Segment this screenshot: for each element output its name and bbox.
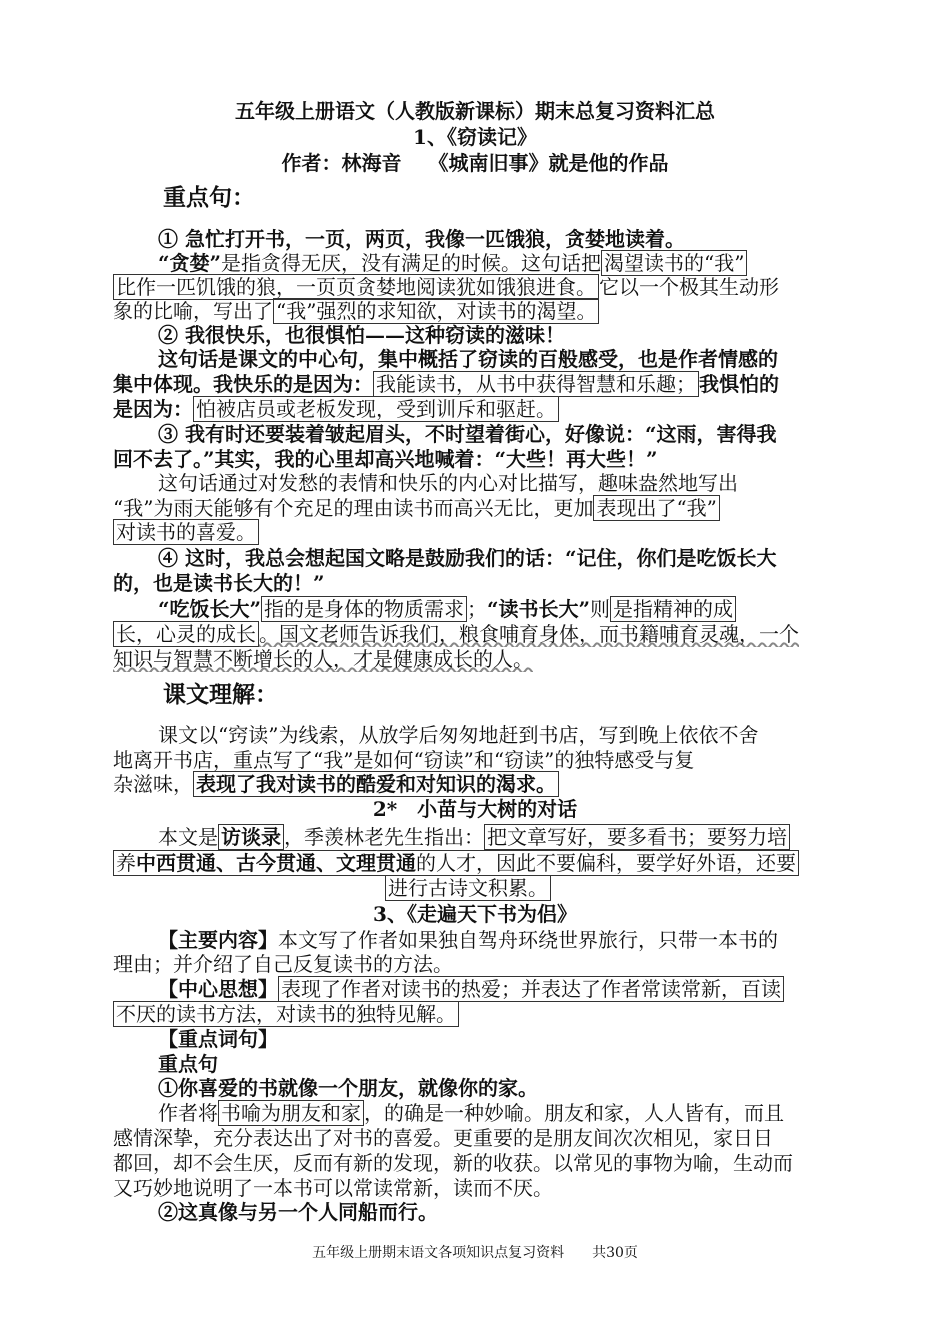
boxed-text: 怕被店员或老板发现，受到训斥和驱赶。 [193, 396, 559, 422]
paragraph-line [113, 621, 837, 647]
key-sentence: 的，也是读书长大的！” [113, 571, 325, 595]
boxed-text: 把文章写好，要多看书；要努力培 [484, 824, 790, 850]
paragraph-line [113, 771, 837, 797]
paragraph-line [113, 371, 837, 397]
key-sentence: ① 急忙打开书，一页，两页，我像一匹饿狼，贪婪地读着。 [158, 227, 685, 251]
label: 【重点词句】 [158, 1027, 278, 1051]
paragraph-line [158, 976, 838, 1002]
paragraph-line: 都回，却不会生厌，反而有新的发现，新的收获。以常见的事物为喻，生动而 [113, 1151, 793, 1175]
text-run: 集中体现。我快乐的是因为： [113, 372, 373, 396]
boxed-text [113, 850, 416, 876]
boxed-text: 长，心灵的成长 [113, 621, 259, 647]
text-run: 本文写了作者如果独自驾舟环绕世界旅行，只带一本书的 [278, 928, 778, 952]
lesson-title: 1、《窃读记》 [413, 125, 537, 149]
boxed-text: 的人才，因此不要偏科，要学好外语，还要 [416, 850, 799, 876]
text-run: ，季羡林老先生指出： [284, 825, 484, 849]
text-run: 则 [590, 597, 611, 621]
boxed-text: 不厌的读书方法，对读书的独特见解。 [113, 1001, 459, 1027]
section-heading: 重点句： [163, 184, 255, 211]
label: 【中心思想】 [158, 977, 278, 1001]
text-run: 我惧怕的 [699, 372, 779, 396]
paragraph-line [158, 927, 838, 953]
boxed-text: 进行古诗文积累。 [385, 875, 551, 901]
boxed-text: 对读书的喜爱。 [113, 519, 259, 545]
boxed-text: 渴望读书的“我” [601, 250, 747, 276]
boxed-text: 指的是身体的物质需求 [261, 596, 467, 622]
paragraph-line [158, 596, 838, 622]
text-run: 是因为： [113, 397, 193, 421]
paragraph-line [113, 1001, 837, 1027]
boxed-text: 是指精神的成 [610, 596, 736, 622]
text-run: 它以一个极其生动形 [599, 275, 779, 299]
text-run: 杂滋味， [113, 772, 193, 796]
bold-text: 中西贯通、古今贯通、文理贯通 [136, 851, 416, 875]
key-sentence: ①你喜爱的书就像一个朋友，就像你的家。 [158, 1076, 538, 1100]
term: “吃饭长大” [158, 597, 262, 621]
underlined-text: 知识与智慧不断增长的人，才是健康成长的人。 [113, 647, 533, 671]
paragraph-line [113, 298, 837, 324]
paragraph-line [158, 1100, 838, 1126]
paragraph-line: 这句话是课文的中心句，集中概括了窃读的百般感受，也是作者情感的 [158, 347, 778, 371]
key-sentence: ④ 这时，我总会想起国文略是鼓励我们的话：“记住，你们是吃饭长大 [158, 546, 777, 570]
paragraph-line [113, 646, 837, 672]
boxed-text: 表现出了“我” [593, 495, 719, 521]
paragraph-line: 课文以“窍读”为线索，从放学后匆匆地赶到书店，写到晚上依依不舍 [158, 723, 759, 747]
key-sentence: ② 我很快乐，也很惧怕——这种窃读的滋味！ [158, 323, 565, 347]
paragraph-line [158, 824, 838, 850]
text-run: ，的确是一种妙喻。朋友和家，人人皆有，而且 [364, 1101, 784, 1125]
paragraph-line [113, 495, 837, 521]
underlined-text: 。国文老师告诉我们，粮食哺育身体，而书籍哺育灵魂，一个 [259, 622, 799, 646]
boxed-text: 表现了我对读书的酷爱和对知识的渴求。 [193, 771, 559, 797]
text-run: 养 [116, 851, 136, 875]
paragraph-line [113, 850, 837, 876]
key-sentence: 回不去了。”其实，我的心里却高兴地喊着：“大些！再大些！” [113, 447, 658, 471]
text-run: 本文是 [158, 825, 218, 849]
author-line: 作者：林海音 《城南旧事》就是他的作品 [281, 151, 669, 175]
key-sentence: ③ 我有时还要装着皱起眉头，不时望着街心，好像说：“这雨，害得我 [158, 422, 777, 446]
text-run: 是指贪得无厌，没有满足的时候。这句话把 [221, 251, 602, 275]
section-heading: 课文理解： [163, 681, 278, 708]
boxed-text: 书喻为朋友和家 [218, 1100, 364, 1126]
boxed-text: 比作一匹饥饿的狼，一页页贪婪地阅读犹如饿狼进食。 [113, 274, 599, 300]
term: “读书长大” [487, 597, 591, 621]
paragraph-line [113, 274, 837, 300]
text-run: 作者将 [158, 1101, 218, 1125]
paragraph-line: 这句话通过对发愁的表情和快乐的内心对比描写，趣味盎然地写出 [158, 471, 738, 495]
paragraph-line [385, 875, 685, 901]
boxed-text: “我”强烈的求知欲，对读书的渴望。 [273, 298, 599, 324]
paragraph-line: 感情深挚，充分表达出了对书的喜爱。更重要的是朋友间次次相见，家日日 [113, 1126, 773, 1150]
text-run: 象的比喻，写出了 [113, 299, 273, 323]
paragraph-line [113, 396, 837, 422]
paragraph-line [113, 519, 837, 545]
page-footer: 五年级上册期末语文各项知识点复习资料 共30页 [312, 1245, 638, 1261]
sub-heading: 重点句 [158, 1052, 218, 1076]
doc-title: 五年级上册语文（人教版新课标）期末总复习资料汇总 [235, 99, 715, 123]
term: “贪婪” [158, 251, 222, 275]
boxed-text: 表现了作者对读书的热爱；并表达了作者常读常新，百读 [278, 976, 784, 1002]
label: 【主要内容】 [158, 928, 278, 952]
key-sentence: ②这真像与另一个人同船而行。 [158, 1200, 438, 1224]
text-run: ； [467, 597, 488, 621]
text-run: “我”为雨天能够有个充足的理由读书而高兴无比，更加 [113, 496, 594, 520]
paragraph-line: 理由；并介绍了自己反复读书的方法。 [113, 952, 453, 976]
lesson-title: 2* 小苗与大树的对话 [372, 797, 578, 821]
boxed-text: 我能读书，从书中获得智慧和乐趣； [373, 371, 699, 397]
paragraph-line [158, 250, 838, 276]
paragraph-line: 地离开书店，重点写了“我”是如何“窃读”和“窃读”的独特感受与复 [113, 748, 695, 772]
lesson-title: 3、《走遍天下书为侣》 [373, 902, 577, 926]
boxed-text: 访谈录 [218, 824, 284, 850]
paragraph-line: 又巧妙地说明了一本书可以常读常新，读而不厌。 [113, 1176, 553, 1200]
